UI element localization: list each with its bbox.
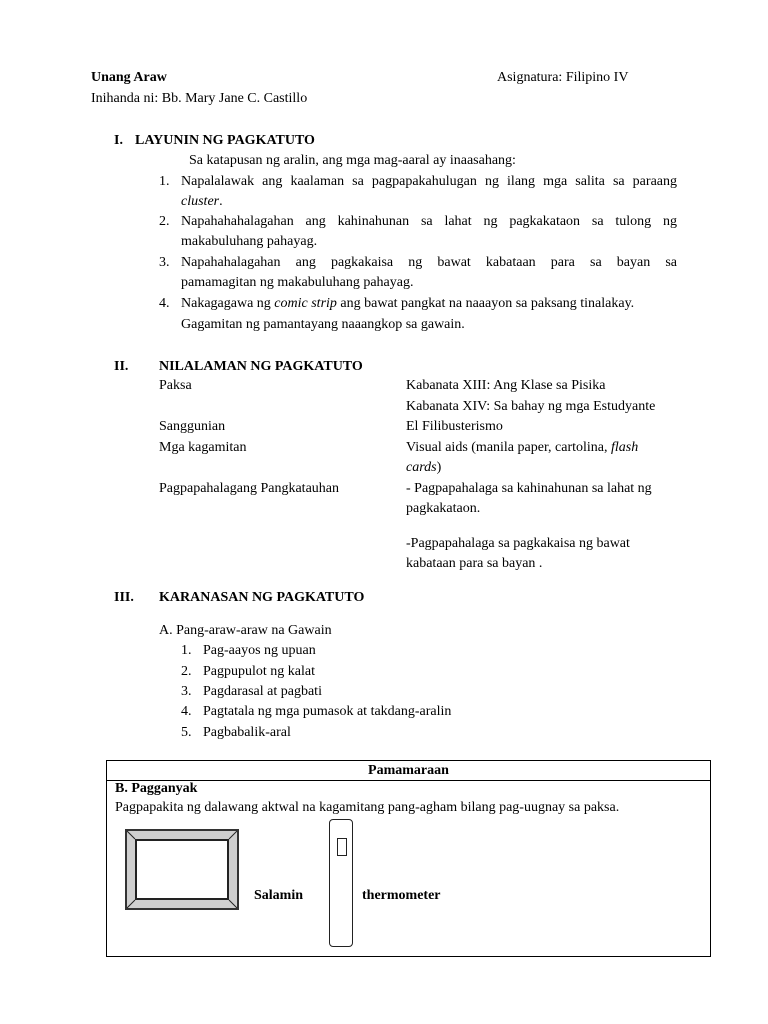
objective-1-tail: . [219,194,223,209]
pagpapahalaga-value-3: -Pagpapahalaga sa pagkakaisa ng bawat [406,536,630,551]
kagamitan-value-1 [406,438,638,459]
procedure-description: Pagpapakita ng dalawang aktwal na kagamitang pang-agham bilang pag-uugnay sa paksa. [115,800,620,815]
sanggunian-value: El Filibusterismo [406,419,503,434]
activity-item: Pagpupulot ng kalat [203,664,315,679]
activity-number: 4. [181,704,192,719]
section3-sub-a: A. Pang-araw-araw na Gawain [159,623,332,638]
objective-1-line2 [181,192,223,213]
procedure-subtitle: B. Pagganyak [115,781,198,796]
section1-title: LAYUNIN NG PAGKATUTO [135,133,315,148]
thermometer-label: thermometer [362,888,441,903]
activity-number: 3. [181,684,192,699]
objective-2-line1: Napahahahalagahan ang kahinahunan sa lahat ng pagkakataon sa tulong ng [181,214,677,229]
activity-item: Pagtatala ng mga pumasok at takdang-aralin [203,704,452,719]
pagpapahalaga-value-4: kabataan para sa bayan . [406,556,543,571]
objective-2-line2: makabuluhang pahayag. [181,234,318,249]
activity-item: Pagbabalik-aral [203,725,291,740]
objective-number: 2. [159,214,170,229]
activity-number: 5. [181,725,192,740]
procedure-header: Pamamaraan [107,761,710,781]
objective-4-text-a: Nakagagawa ng [181,296,275,311]
subject-label: Asignatura: Filipino IV [497,70,629,85]
activity-number: 2. [181,664,192,679]
section1-numeral: I. [114,133,123,148]
activity-item: Pag-aayos ng upuan [203,643,316,658]
objective-1-line1: Napalalawak ang kaalaman sa pagpapakahulugan ng ilang mga salita sa paraang [181,174,677,189]
objective-number: 1. [159,174,170,189]
procedure-table [106,760,711,957]
kagamitan-label: Mga kagamitan [159,440,247,455]
sanggunian-label: Sanggunian [159,419,226,434]
thermometer-window [337,838,347,856]
activity-number: 1. [181,643,192,658]
section2-numeral: II. [114,359,129,374]
mirror-bevel-lines [125,829,239,910]
section3-title: KARANASAN NG PAGKATUTO [159,590,365,605]
mirror-label: Salamin [254,888,304,903]
objective-1-italic: cluster [181,194,220,209]
objective-number: 3. [159,255,170,270]
objective-4-italic: comic strip [274,296,337,311]
objective-4-line2: Gagamitan ng pamantayang naaangkop sa gawain. [181,317,465,332]
objective-number: 4. [159,296,170,311]
kagamitan-tail: ) [436,460,442,475]
paksa-label: Paksa [159,378,192,393]
pagpapahalaga-value-1: - Pagpapahalaga sa kahinahunan sa lahat ng [406,481,652,496]
kagamitan-text: Visual aids (manila paper, cartolina, [406,440,612,455]
activity-item: Pagdarasal at pagbati [203,684,322,699]
prepared-by: Inihanda ni: Bb. Mary Jane C. Castillo [91,91,308,106]
pagpapahalaga-label: Pagpapahalagang Pangkatauhan [159,481,339,496]
kagamitan-italic: flash [611,440,639,455]
paksa-value-2: Kabanata XIV: Sa bahay ng mga Estudyante [406,399,656,414]
paksa-value-1: Kabanata XIII: Ang Klase sa Pisika [406,378,606,393]
pagpapahalaga-value-2: pagkakataon. [406,501,481,516]
objective-4-text-b: ang bawat pangkat na naaayon sa paksang tinalakay. [336,296,635,311]
section3-numeral: III. [114,590,134,605]
day-label: Unang Araw [91,70,167,85]
section2-title: NILALAMAN NG PAGKATUTO [159,359,363,374]
objective-3-line1: Napahahalagahan ang pagkakaisa ng bawat kabataan para sa bayan sa [181,255,677,270]
kagamitan-value-2 [406,458,441,479]
objective-4-line1 [181,294,681,315]
objective-3-line2: pamamagitan ng makabuluhang pahayag. [181,275,414,290]
section1-intro: Sa katapusan ng aralin, ang mga mag-aaral ay inaasahang: [189,153,516,168]
thermometer-image [329,819,353,947]
kagamitan-italic-2: cards [406,460,437,475]
